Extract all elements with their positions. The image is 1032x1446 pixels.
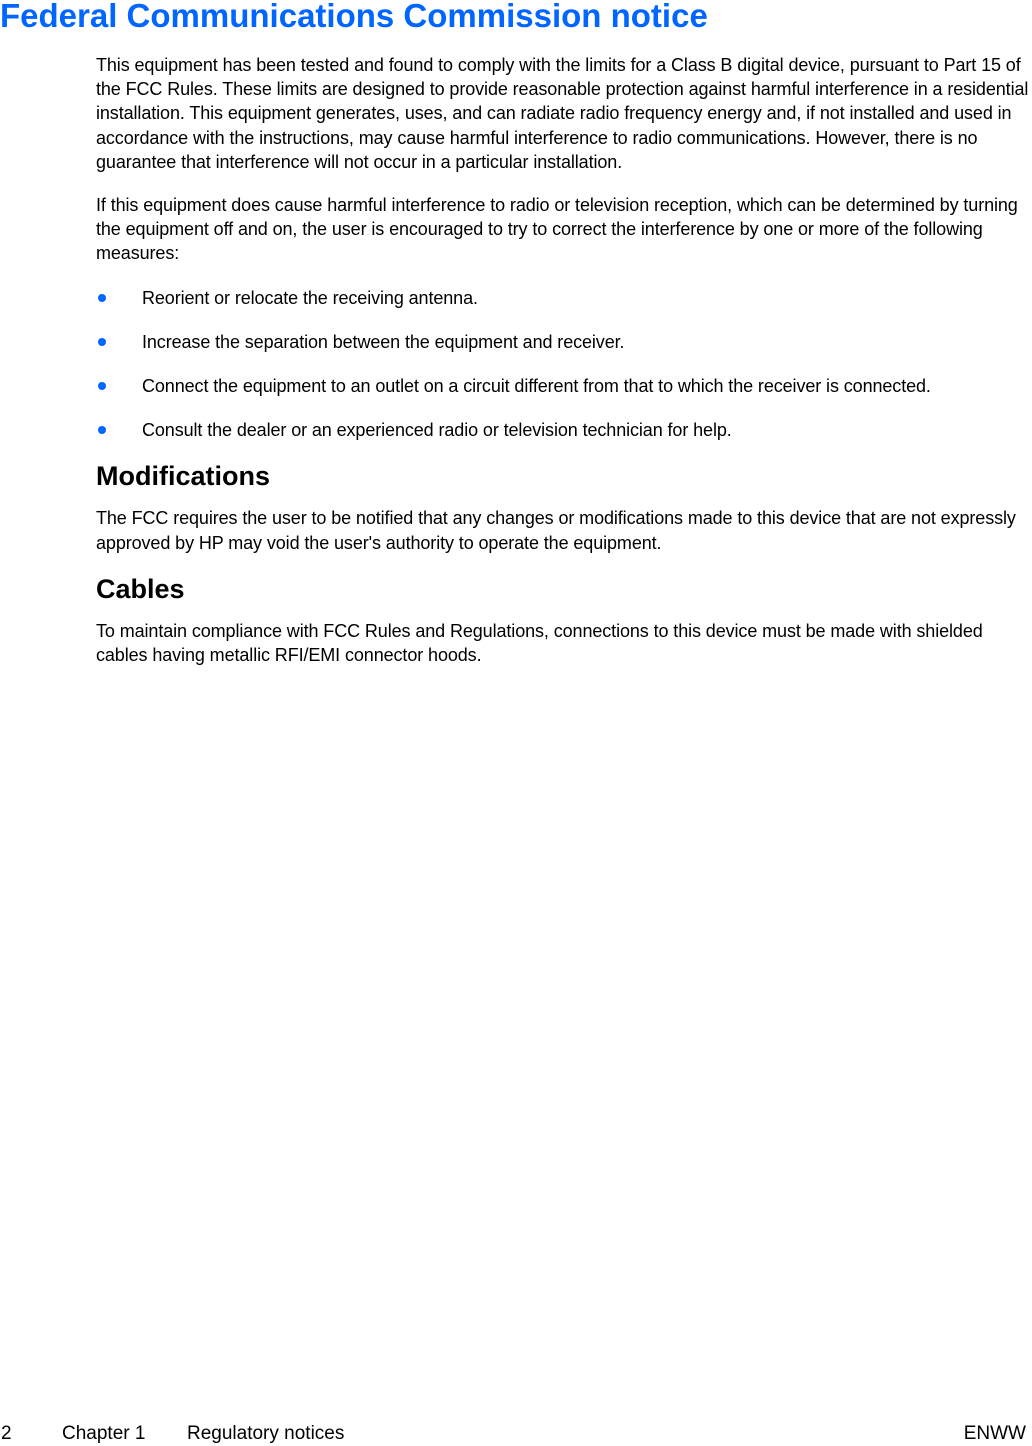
modifications-text: The FCC requires the user to be notified that any changes or modifications made to this device that are not expressly approved by HP may void the user's authority to operate the equipment.: [96, 508, 1016, 553]
list-item: [96, 286, 1032, 310]
list-item: [96, 418, 1032, 442]
measures-list: [96, 286, 1032, 443]
list-item-text: Connect the equipment to an outlet on a circuit different from that to which the receiver is connected.: [142, 376, 931, 397]
page-footer: [0, 1422, 1032, 1446]
page-title: Federal Communications Commission notice: [0, 0, 708, 34]
cables-text: To maintain compliance with FCC Rules and Regulations, connections to this device must be made with shielded cables having metallic RFI/EMI connector hoods.: [96, 620, 983, 666]
cables-heading: Cables: [96, 573, 185, 604]
section-label: Regulatory notices: [187, 1423, 345, 1444]
list-item-text: Reorient or relocate the receiving antenna.: [142, 287, 478, 308]
list-item-text: Increase the separation between the equipment and receiver.: [142, 331, 625, 352]
modifications-heading: Modifications: [96, 461, 270, 492]
list-item: [96, 330, 1032, 354]
bullet-icon: [98, 426, 106, 434]
list-item-text: Consult the dealer or an experienced radio or television technician for help.: [142, 420, 732, 441]
bullet-icon: [98, 338, 106, 346]
chapter-label: Chapter 1: [62, 1423, 146, 1444]
intro-paragraph-1: This equipment has been tested and found to comply with the limits for a Class B digital device, pursuant to Part 15 of the FCC Rules. These limits are designed to provide reasonable protection against harmful interference in a residential installation. This equipment generates, uses, and can radiate radio frequency energy and, if not installed and used in accordance with the instructions, may cause harmful interference to radio communications. However, there is no guarantee that interference will not occur in a particular installation.: [96, 55, 1029, 172]
intro-paragraph-2: If this equipment does cause harmful interference to radio or television reception, which can be determined by turning the equipment off and on, the user is encouraged to try to correct the interference by one or more of the following measures:: [96, 195, 1018, 264]
list-item: [96, 374, 1032, 398]
document-body: [96, 53, 1032, 667]
bullet-icon: [98, 294, 106, 302]
doc-code: ENWW: [963, 1423, 1026, 1444]
bullet-icon: [98, 382, 106, 390]
page-number: 2: [1, 1423, 12, 1444]
